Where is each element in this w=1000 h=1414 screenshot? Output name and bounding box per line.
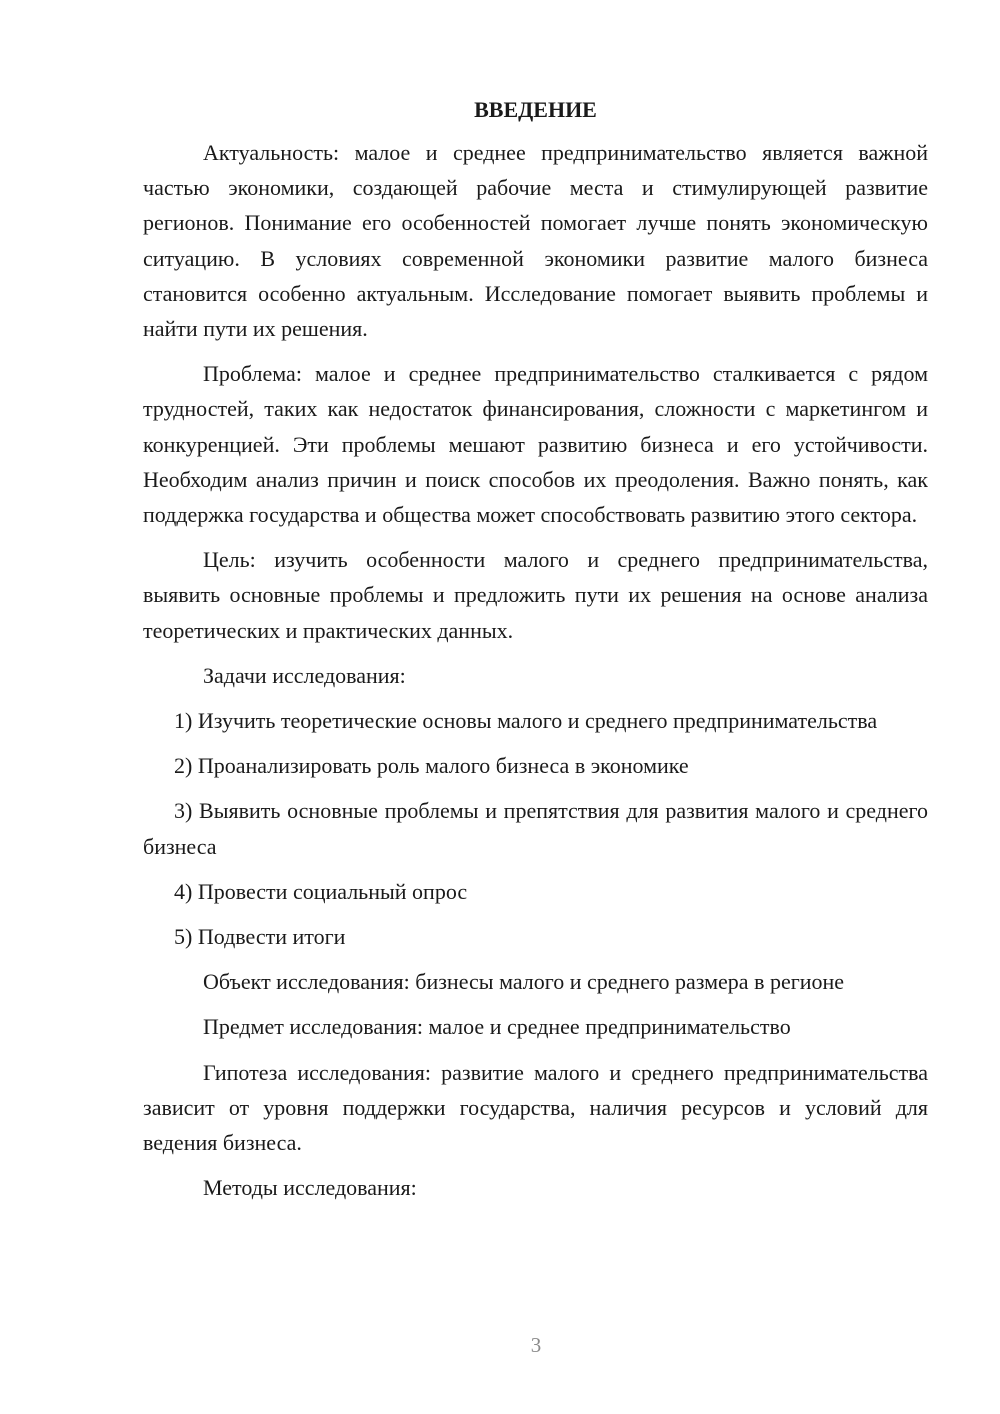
methods-heading: Методы исследования: [203, 1175, 417, 1201]
task-item-4: 4) Провести социальный опрос [174, 878, 468, 904]
object-paragraph: Объект исследования: бизнесы малого и среднего размера в регионе [203, 969, 845, 995]
task-item-2: 2) Проанализировать роль малого бизнеса в экономике [174, 753, 689, 779]
hypothesis-paragraph: Гипотеза исследования: развитие малого и среднего предпринимательства зависит от уровня поддержки государства, наличия ресурсов и условий для ведения бизнеса. [143, 1059, 928, 1156]
task-item-5: 5) Подвести итоги [174, 924, 346, 950]
tasks-heading: Задачи исследования: [203, 662, 406, 688]
goal-paragraph: Цель: изучить особенности малого и среднего предпринимательства, выявить основные проблемы и предложить пути их решения на основе анализа теоретических и практических данных. [143, 547, 928, 643]
relevance-paragraph: Актуальность: малое и среднее предпринимательство является важной частью экономики, создающей рабочие места и стимулирующей развитие регионов. Понимание его особенностей помогает лучше понять экономическую ситуацию. В условиях современной экономики развитие малого бизнеса становится особенно актуальным. Исследование помогает выявить проблемы и найти пути их решения. [143, 140, 928, 342]
subject-paragraph: Предмет исследования: малое и среднее предпринимательство [203, 1014, 791, 1040]
page-number: 3 [530, 1333, 542, 1357]
problem-paragraph: Проблема: малое и среднее предпринимательство сталкивается с рядом трудностей, таких как недостаток финансирования, сложности с маркетингом и конкуренцией. Эти проблемы мешают развитию бизнеса и его устойчивости. Необходим анализ причин и поиск способов их преодоления. Важно понять, как поддержка государства и общества может способствовать развитию этого сектора. [143, 361, 928, 528]
task-item-3: 3) Выявить основные проблемы и препятствия для развития малого и среднего бизнеса [143, 798, 928, 859]
document-page [143, 92, 928, 1215]
task-item-1: 1) Изучить теоретические основы малого и среднего предпринимательства [174, 708, 878, 734]
section-title: ВВЕДЕНИЕ [474, 97, 597, 122]
